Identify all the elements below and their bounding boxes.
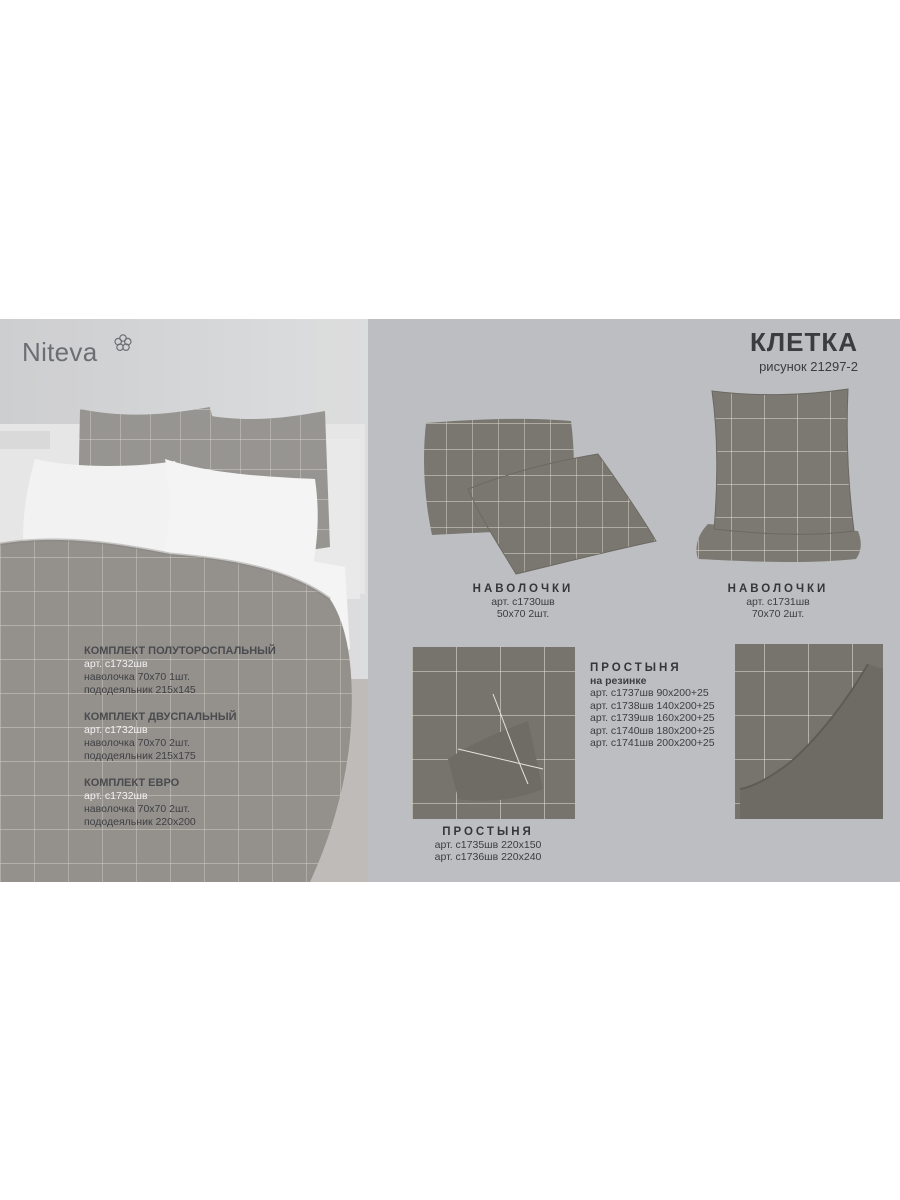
pillowcases-large-caption bbox=[693, 583, 863, 621]
product-line: 70х70 2шт. bbox=[751, 608, 805, 620]
set-line: пододеяльник 215х145 bbox=[84, 684, 196, 696]
set-block-single bbox=[84, 645, 276, 697]
product-title: НАВОЛОЧКИ bbox=[727, 583, 829, 595]
product-line: арт. с1738шв 140х200+25 bbox=[590, 699, 715, 712]
product-line: арт. с1741шв 200х200+25 bbox=[590, 737, 715, 749]
set-title: КОМПЛЕКТ ЕВРО bbox=[84, 777, 180, 789]
product-line: арт. с1737шв 90х200+25 bbox=[590, 687, 709, 699]
pillowcases-small-image bbox=[424, 419, 656, 574]
pillowcases-large-image bbox=[696, 389, 860, 562]
set-article: арт. с1732шв bbox=[84, 658, 148, 670]
set-line: наволочка 70х70 2шт. bbox=[84, 803, 190, 815]
fitted-sheet-caption bbox=[590, 662, 740, 750]
product-line: арт. с1731шв bbox=[746, 595, 810, 608]
set-title: КОМПЛЕКТ ДВУСПАЛЬНЫЙ bbox=[84, 711, 237, 723]
set-line: пододеяльник 220х200 bbox=[84, 816, 196, 828]
product-banner bbox=[0, 319, 900, 882]
fitted-sheet-image bbox=[735, 644, 883, 819]
set-line: пододеяльник 215х175 bbox=[84, 750, 196, 762]
set-title: КОМПЛЕКТ ПОЛУТОРОСПАЛЬНЫЙ bbox=[84, 645, 276, 657]
product-title: НАВОЛОЧКИ bbox=[472, 583, 574, 595]
flat-sheet-caption bbox=[408, 826, 568, 864]
flat-sheet-image bbox=[412, 647, 575, 819]
products-panel bbox=[368, 319, 900, 882]
set-article: арт. с1732шв bbox=[84, 724, 148, 736]
product-line: арт. с1740шв 180х200+25 bbox=[590, 724, 715, 737]
product-line: арт. с1736шв 220х240 bbox=[434, 851, 542, 863]
set-line: наволочка 70х70 1шт. bbox=[84, 671, 190, 683]
set-block-double bbox=[84, 711, 237, 763]
pattern-subtitle: рисунок 21297-2 bbox=[759, 359, 858, 374]
flower-icon bbox=[113, 333, 133, 353]
product-subtitle: на резинке bbox=[590, 674, 647, 687]
product-title: ПРОСТЫНЯ bbox=[442, 826, 534, 838]
product-line: арт. с1730шв bbox=[491, 595, 555, 608]
brand-logo-text: Niteva bbox=[22, 337, 98, 367]
pillowcases-small-caption bbox=[438, 583, 608, 621]
set-block-euro bbox=[84, 777, 196, 829]
bedroom-photo-panel bbox=[0, 319, 368, 882]
set-line: наволочка 70х70 2шт. bbox=[84, 737, 190, 749]
pattern-title: КЛЕТКА bbox=[750, 327, 858, 357]
product-line: арт. с1739шв 160х200+25 bbox=[590, 712, 715, 724]
product-title: ПРОСТЫНЯ bbox=[590, 662, 682, 674]
product-line: арт. с1735шв 220х150 bbox=[434, 838, 542, 851]
product-line: 50х70 2шт. bbox=[496, 608, 550, 620]
set-article: арт. с1732шв bbox=[84, 790, 148, 802]
